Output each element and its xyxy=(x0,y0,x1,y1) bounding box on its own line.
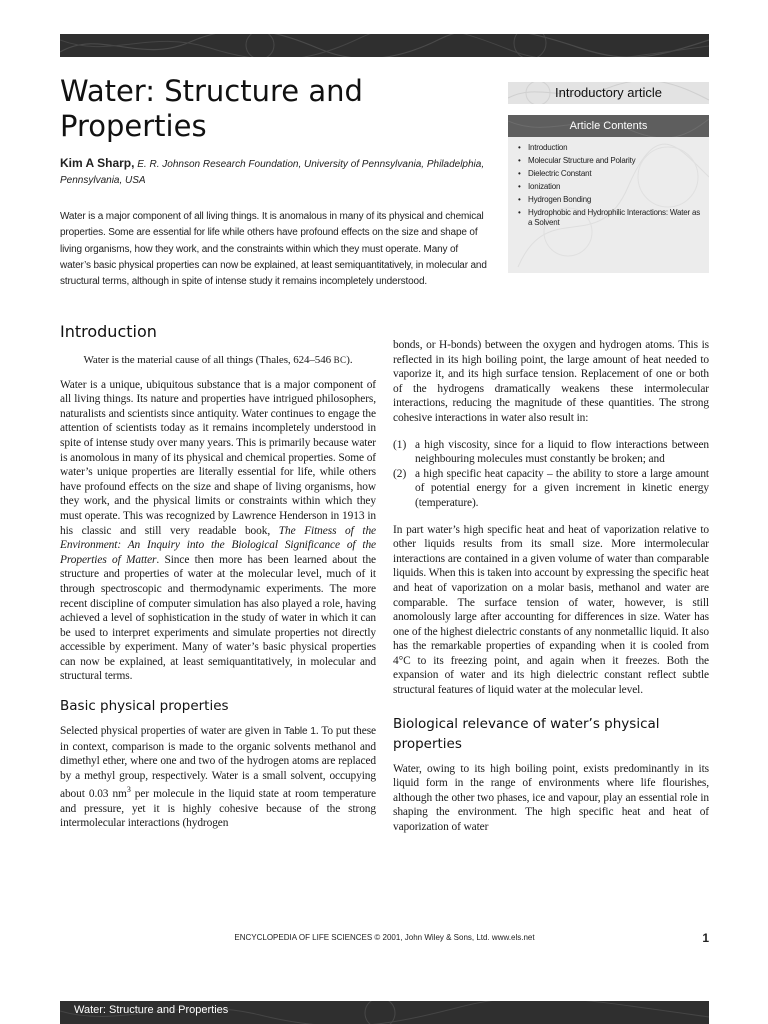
sidebar xyxy=(508,82,709,273)
page-footer xyxy=(60,931,709,945)
biological-paragraph: Water, owing to its high boiling point, exists predominantly in its liquid form in the range of environments where life flourishes, although the other two phases, ice and vapour, play an essential role in shaping the environment. The high specific heat and heat of vaporization of water xyxy=(393,762,709,834)
right-text-a: In part water’s high specific heat and heat of vaporization relative to other liquids results from its small size. More intermolecular interactions are contained in a given volume of water than comparable liquids. When this is taken into account by expressing the specific heat and heat of vaporization on a molar basis, methanol and water are comparable. The surface tension of water, however, is still anomolously large after accounting for differences in size. Water has one of the highest dielectric constants of any nonmetallic liquid. It also has the remarkable properties of expanding when it is cooled from 4 xyxy=(393,523,709,667)
section-heading-basic-properties: Basic physical properties xyxy=(60,698,229,715)
page-number: 1 xyxy=(702,931,709,945)
right-paragraph-1: bonds, or H-bonds) between the oxygen and hydrogen atoms. This is reflected in its high boiling point, the large amount of heat needed to vaporize it, and its high surface tension. Replacement of one or both of the hydrogens dramatically weakens these intermolecular interactions, reducing the magnitude of these quantities. The strong cohesive interactions in water also result in: xyxy=(393,339,709,424)
basic-text-c: per molecule in the liquid state at room temperature and pressure, yet it is highly cohesive because of the strong intermolecular interactions (hydrogen xyxy=(60,788,376,830)
list-text: a high specific heat capacity – the ability to store a large amount of potential energy for a given increment in kinetic energy (temperature). xyxy=(415,467,709,509)
intro-text-b: . Since then more has been learned about the structure and properties of water at the molecular level, much of it through spectroscopic and thermodynamic experiments. The more recent discipline of computer simulation has also played a role, having achieved a level of sophistication in the study of water in which it can be used to interpret experiments and simulate properties not directly accessible by experiment. Many of water’s basic physical properties can now be explained, at least semiquantitatively, in molecular and structural terms. xyxy=(60,553,376,683)
superscript: 3 xyxy=(126,785,131,795)
article-title: Water: Structure and Properties xyxy=(60,74,363,143)
copyright-line: ENCYCLOPEDIA OF LIFE SCIENCES © 2001, John Wiley & Sons, Ltd. www.els.net xyxy=(234,933,535,942)
right-text-b: C to its freezing point, and again when it freezes. Both the expansion of water and its high dielectric constant reflect subtle structural features of liquid water at the molecular level. xyxy=(393,654,709,697)
header-band xyxy=(60,34,709,57)
basic-text-a: Selected physical properties of water are given in xyxy=(60,725,285,738)
epigraph-text: Water is the material cause of all things (Thales, 624–546 xyxy=(83,354,334,366)
book-title: The Fitness of the Environment: An Inquiry into the Biological Significance of the Properties of Matter xyxy=(60,524,376,566)
basic-properties-paragraph xyxy=(60,724,376,831)
right-column xyxy=(393,338,709,835)
contents-item[interactable]: • Introduction xyxy=(518,143,703,153)
author-block xyxy=(60,155,500,189)
article-type-label: Introductory article xyxy=(555,85,662,100)
decorative-swirl-icon xyxy=(60,34,709,57)
author-affiliation: E. R. Johnson Research Foundation, University of Pennsylvania, Philadelphia, Pennsylvania, USA xyxy=(60,159,485,186)
degree-sign: ° xyxy=(398,654,404,667)
contents-heading-bar xyxy=(508,115,709,137)
intro-text-a: Water is a unique, ubiquitous substance that is a major component of all living things. Its nature and properties have intrigued philosophers, naturalists and scientists since antiquity. Water continues to engage the attention of scientists today as it remains incompletely understood in spite of intense study over many years. This is primarily because water is anomolous in many of its physical and chemical properties. Some of water’s unique properties are literally essential for life, while others have profound effects on the size and shape of living organisms, how they work, and the physical limits or constraints within which they must operate. This was recognized by Lawrence Henderson in 1913 in his classic and still very readable book, xyxy=(60,378,376,537)
epigraph-end: ). xyxy=(346,354,353,366)
contents-heading: Article Contents xyxy=(569,120,648,132)
abstract: Water is a major component of all living things. It is anomalous in many of its physical and chemical properties. Some are essential for life while others have profound effects on the size and shape of living organisms, how they work, and the constraints within which they must operate. Many of water’s basic physical properties can now be explained, at least semiquantitatively, in molecular and structural terms, although in spite of intense study it remains incompletely understood. xyxy=(60,211,487,288)
article-type-box xyxy=(508,82,709,104)
contents-item[interactable]: • Molecular Structure and Polarity xyxy=(518,156,703,166)
section-heading-introduction: Introduction xyxy=(60,322,157,341)
intro-paragraph xyxy=(60,378,376,684)
contents-item[interactable]: • Hydrophobic and Hydrophilic Interactions: Water as a Solvent xyxy=(518,208,703,228)
running-footer-band xyxy=(60,1001,709,1024)
epigraph-era: BC xyxy=(333,355,347,365)
basic-text-b: . To put these in context, comparison is made to the organic solvents methanol and dimethyl ether, where one and two of the hydrogen atoms are replaced by a methyl group, respectively. Water is a small solvent, occupying about 0.03 nm xyxy=(60,725,376,801)
list-text: a high viscosity, since for a liquid to flow interactions between neighbouring molecules must constantly be broken; and xyxy=(415,438,709,466)
contents-item[interactable]: • Dielectric Constant xyxy=(518,169,703,179)
list-item xyxy=(393,467,709,511)
author-name: Kim A Sharp, xyxy=(60,156,135,170)
list-number: (1) xyxy=(393,438,407,451)
table-reference-link[interactable]: Table 1 xyxy=(284,726,316,738)
numbered-list xyxy=(393,438,709,511)
contents-panel xyxy=(508,137,709,273)
contents-list xyxy=(518,143,703,228)
list-number: (2) xyxy=(393,467,407,480)
contents-item[interactable]: • Hydrogen Bonding xyxy=(518,195,703,205)
epigraph xyxy=(60,353,376,368)
contents-item[interactable]: • Ionization xyxy=(518,182,703,192)
list-item xyxy=(393,438,709,467)
section-heading-biological-relevance: Biological relevance of water’s physical properties xyxy=(393,715,660,752)
left-column xyxy=(60,321,376,831)
running-footer-title: Water: Structure and Properties xyxy=(74,1004,229,1016)
right-paragraph-2 xyxy=(393,523,709,698)
